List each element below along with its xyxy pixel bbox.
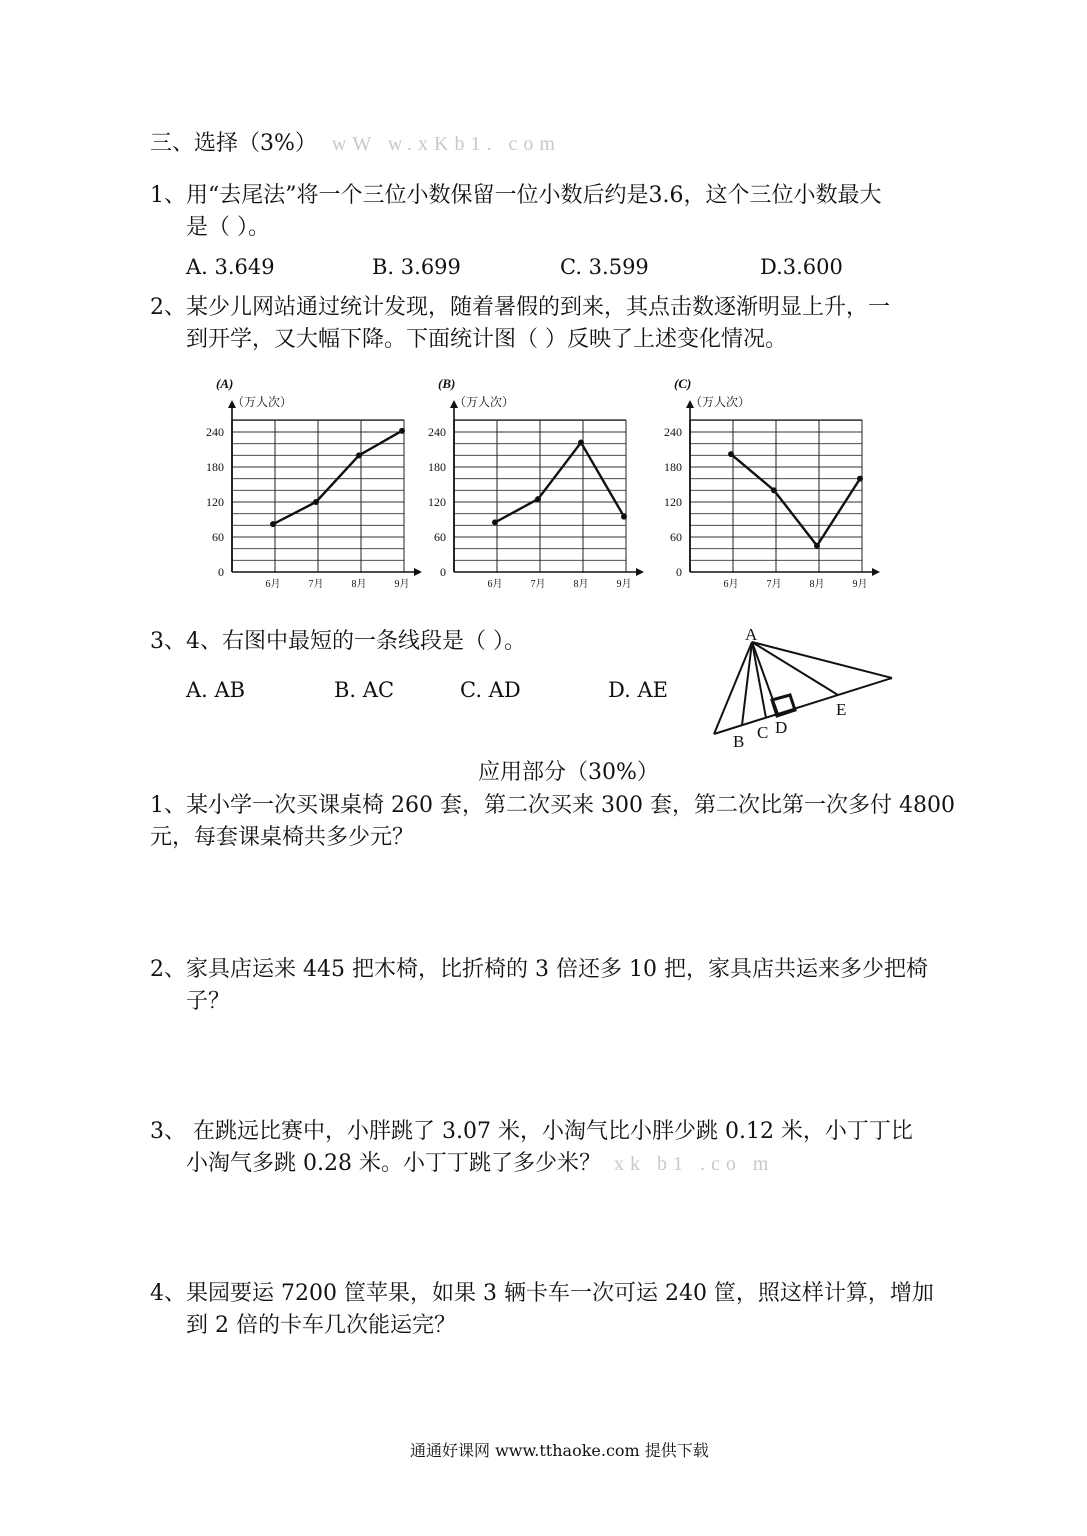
question-2-line-2: 到开学，又大幅下降。下面统计图（ ）反映了上述变化情况。 [186,327,787,352]
figure-label-e: E [836,700,847,719]
chart-panel-label: (C) [674,376,692,391]
series-line [731,454,860,546]
y-tick-label: 60 [212,530,224,544]
figure-label-d: D [775,718,788,737]
application-2-line-2: 子？ [186,989,231,1014]
series-line [273,431,402,524]
x-tick-label: 9月 [616,579,632,590]
chart-panel-label: (B) [438,376,456,391]
chart-b [420,372,660,596]
y-tick-label: 120 [206,495,224,509]
x-tick-label: 8月 [809,579,825,590]
chart-panel-label: (A) [216,376,234,391]
watermark-text-2: xk b1 .co m [613,1153,775,1175]
data-point [621,514,627,520]
figure-label-b: B [733,732,745,751]
x-axis-arrow [636,568,644,576]
data-point [399,428,405,434]
triangle-figure [700,620,910,759]
application-3-line-2 [186,1148,774,1180]
question-3-line: 3、4、右图中最短的一条线段是（ ）。 [150,629,526,654]
question-2-line-1: 2、某少儿网站通过统计发现，随着暑假的到来，其点击数逐渐明显上升，一 [150,295,890,320]
data-point [492,519,498,525]
application-4-line-2: 到 2 倍的卡车几次能运完？ [186,1313,456,1338]
x-tick-label: 9月 [394,579,410,590]
question-1-option-b: B. 3.699 [372,255,461,279]
x-tick-label: 8月 [351,579,367,590]
x-tick-label: 7月 [530,579,546,590]
application-3-line-2-text: 小淘气多跳 0.28 米。小丁丁跳了多少米？ [186,1151,601,1176]
y-tick-label: 240 [664,425,682,439]
x-tick-label: 6月 [265,579,281,590]
question-1-option-a: A. 3.649 [186,255,275,279]
x-tick-label: 7月 [766,579,782,590]
y-axis-label: （万人次） [454,395,515,409]
application-1-line-1: 1、某小学一次买课桌椅 260 套，第二次买来 300 套，第二次比第一次多付 4800 [150,793,955,818]
y-axis-label: （万人次） [232,395,293,409]
y-tick-label: 0 [440,565,446,579]
page-footer: 通通好课网 www.tthaoke.com 提供下载 [410,1441,709,1460]
y-axis-label: （万人次） [690,395,751,409]
data-point [270,521,276,527]
y-tick-label: 120 [664,495,682,509]
question-3-option-a: A. AB [186,678,246,702]
x-tick-label: 6月 [723,579,739,590]
y-tick-label: 120 [428,495,446,509]
question-1-line-2: 是（ ）。 [186,215,270,240]
y-tick-label: 180 [206,460,224,474]
y-tick-label: 60 [670,530,682,544]
question-1-option-c: C. 3.599 [560,255,649,279]
application-4-line-1: 4、果园要运 7200 筐苹果，如果 3 辆卡车一次可运 240 筐，照这样计算，增加 [150,1281,934,1306]
chart-grid [232,420,404,572]
data-point [356,452,362,458]
data-point [313,499,319,505]
y-tick-label: 240 [206,425,224,439]
x-tick-label: 6月 [487,579,503,590]
y-tick-label: 60 [434,530,446,544]
series-line [495,443,624,523]
figure-label-a: A [745,625,758,644]
question-3-option-d: D. AE [608,678,668,702]
question-3-option-b: B. AC [334,678,395,702]
x-axis-arrow [872,568,880,576]
x-tick-label: 8月 [573,579,589,590]
watermark-text: wW w.xKb1. com [331,133,561,155]
figure-label-c: C [757,723,769,742]
application-2-line-1: 2、家具店运来 445 把木椅，比折椅的 3 倍还多 10 把，家具店共运来多少把椅 [150,957,928,982]
section-application-heading: 应用部分（30%） [478,760,659,785]
question-1-line-1: 1、用“去尾法”将一个三位小数保留一位小数后约是3.6，这个三位小数最大 [150,183,882,208]
data-point [857,476,863,482]
question-1-option-d: D.3.600 [760,255,843,279]
data-point [814,543,820,549]
y-tick-label: 0 [676,565,682,579]
chart-c [656,372,896,596]
chart-grid [690,420,862,572]
chart-a [198,372,428,596]
y-tick-label: 0 [218,565,224,579]
section-choice-heading [150,128,561,160]
data-point [728,451,734,457]
data-point [771,487,777,493]
x-tick-label: 9月 [852,579,868,590]
data-point [535,496,541,502]
data-point [578,440,584,446]
y-tick-label: 180 [428,460,446,474]
application-3-line-1: 3、 在跳远比赛中，小胖跳了 3.07 米，小淘气比小胖少跳 0.12 米，小丁丁比 [150,1119,913,1144]
x-tick-label: 7月 [308,579,324,590]
application-1-line-2: 元，每套课桌椅共多少元？ [150,825,415,850]
y-tick-label: 180 [664,460,682,474]
section-choice-title: 三、选择（3%） [150,131,317,156]
question-3-option-c: C. AD [460,678,521,702]
y-tick-label: 240 [428,425,446,439]
